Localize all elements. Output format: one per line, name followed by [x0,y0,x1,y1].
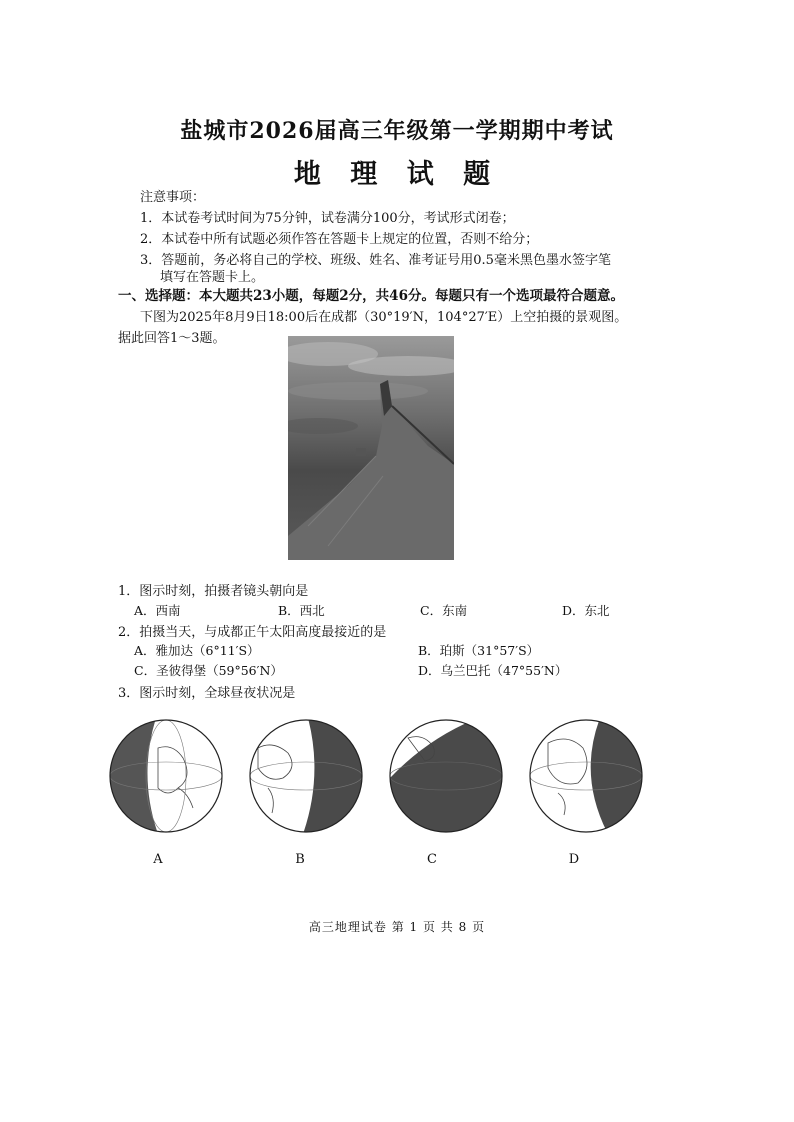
section-intro-cont: 据此回答1～3题。 [118,331,226,346]
question-2-stem: 2．拍摄当天，与成都正午太阳高度最接近的是 [118,625,387,640]
question-3-stem: 3．图示时刻，全球昼夜状况是 [118,686,296,701]
page-footer: 高三地理试卷 第 1 页 共 8 页 [308,920,486,934]
subject-title: 地 理 试 题 [293,159,501,190]
question-1-option-a: A．西南 [134,603,181,618]
exam-title: 盐城市2026届高三年级第一学期期中考试 [180,118,614,144]
question-1-option-b: B．西北 [278,603,325,618]
question-2-option-c: C．圣彼得堡（59°56′N） [134,663,283,678]
globe-diagrams [108,718,648,838]
globe-label-d: D [568,852,580,867]
globe-d [530,718,648,834]
question-1-option-c: C．东南 [420,603,468,618]
notice-item-2: 2．本试卷中所有试题必须作答在答题卡上规定的位置，否则不给分； [140,232,539,247]
section-intro: 下图为2025年8月9日18:00后在成都（30°19′N，104°27′E）上空拍摄的景观图。 [140,310,628,325]
globe-a [110,718,222,834]
question-1-option-d: D．东北 [562,603,610,618]
question-2-option-d: D．乌兰巴托（47°55′N） [418,663,568,678]
globe-c [390,718,508,834]
notice-item-3-cont: 填写在答题卡上。 [160,270,265,285]
question-1-stem: 1．图示时刻，拍摄者镜头朝向是 [118,584,309,599]
section-heading: 一、选择题：本大题共23小题，每题2分，共46分。每题只有一个选项最符合题意。 [118,288,624,304]
globe-b [250,718,368,834]
notice-item-1: 1．本试卷考试时间为75分钟，试卷满分100分，考试形式闭卷； [140,211,515,226]
notice-item-3: 3．答题前，务必将自己的学校、班级、姓名、准考证号用0.5毫米黑色墨水签字笔 [140,253,611,268]
question-2-option-b: B．珀斯（31°57′S） [418,643,540,658]
globe-label-c: C [427,852,437,867]
globe-label-b: B [295,852,305,867]
globe-label-a: A [153,852,163,867]
notice-heading: 注意事项： [140,190,206,205]
question-2-option-a: A．雅加达（6°11′S） [134,643,260,658]
aerial-photo [288,336,454,560]
